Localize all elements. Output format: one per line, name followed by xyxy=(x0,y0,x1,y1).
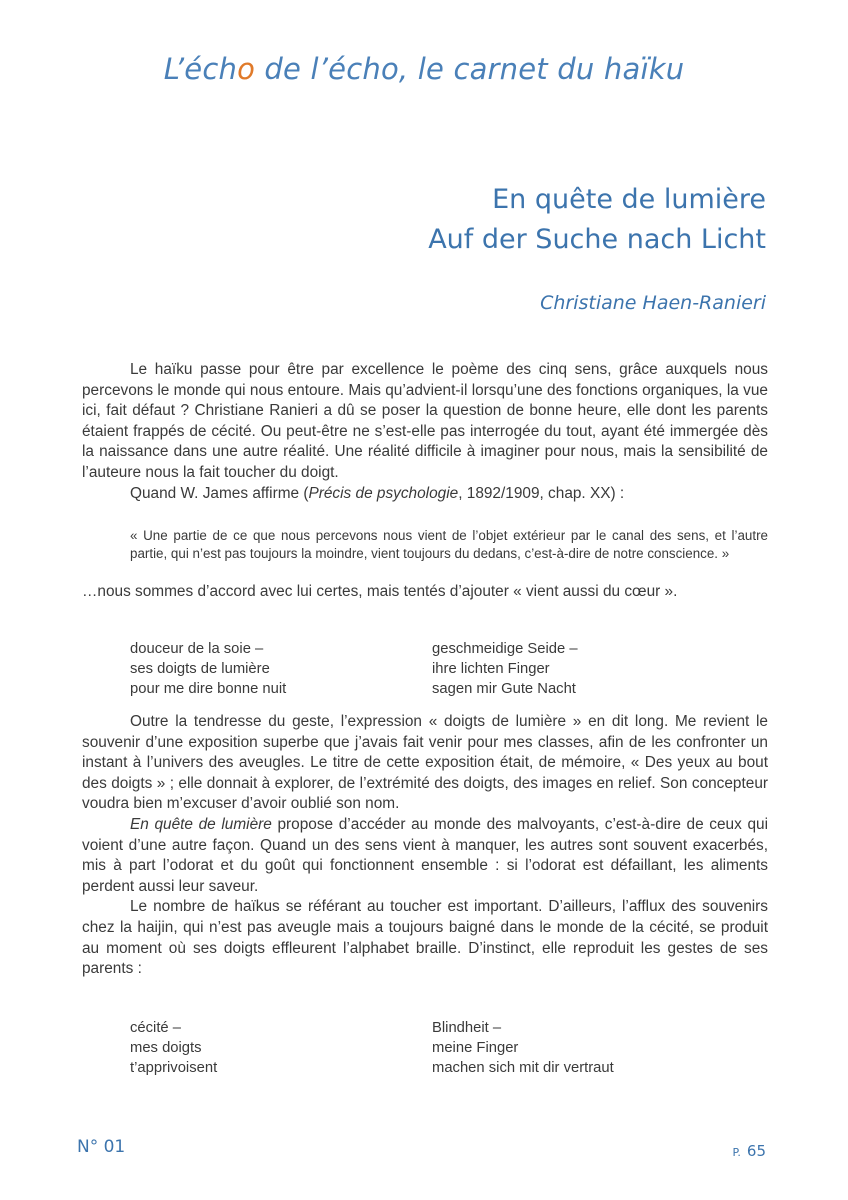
issue-number: N° 01 xyxy=(77,1137,126,1157)
paragraph-6: Le nombre de haïkus se référant au toucher est important. D’ailleurs, l’afflux des souvenirs chez la haijin, qui n’est pas aveugle mais a toujours baigné dans le monde de la cécité, se produit au moment où ses doigts effleurent l’alphabet braille. D’instinct, elle reproduit les gestes de ses parents : xyxy=(82,898,768,978)
haiku-2-german xyxy=(432,1018,614,1078)
haiku-2-fr-line: t’apprivoisent xyxy=(130,1060,218,1076)
journal-title xyxy=(0,52,848,86)
journal-title-accent: o xyxy=(237,52,256,86)
article-title-de: Auf der Suche nach Licht xyxy=(428,224,766,255)
paragraph-2-tail: , 1892/1909, chap. XX) : xyxy=(458,484,625,502)
book-title-italic: En quête de lumière xyxy=(130,815,272,833)
haiku-1-fr-line: douceur de la soie – xyxy=(130,641,264,657)
haiku-1-de-line: geschmeidige Seide – xyxy=(432,641,578,657)
paragraph-5 xyxy=(82,815,768,897)
paragraph-1: Le haïku passe pour être par excellence le poème des cinq sens, grâce auxquels nous percevons le monde qui nous entoure. Mais qu’advient-il lorsqu’une des fonctions organiques, la vue ici, fait défaut ? Christiane Ranieri a dû se poser la question de bonne heure, elle dont les parents étaient frappés de cécité. Ou peut-être ne s’est-elle pas interrogée du tout, ayant été immergée dès la naissance dans une autre réalité. Une réalité difficile à imaginer pour nous, mais la sensibilité de l’auteure nous la fait toucher du doigt. xyxy=(82,361,768,481)
paragraph-3: …nous sommes d’accord avec lui certes, mais tentés d’ajouter « vient aussi du cœur ». xyxy=(82,583,678,600)
paragraph-3-block xyxy=(82,582,768,603)
article-title xyxy=(428,180,766,260)
article-title-fr: En quête de lumière xyxy=(492,184,766,215)
author-name: Christiane Haen-Ranieri xyxy=(540,292,766,314)
haiku-2-fr-line: cécité – xyxy=(130,1020,181,1036)
paragraph-2-text: Quand W. James affirme ( xyxy=(130,484,309,502)
haiku-2-de-line: Blindheit – xyxy=(432,1020,502,1036)
page-number xyxy=(732,1142,766,1160)
haiku-1-de-line: ihre lichten Finger xyxy=(432,661,550,677)
paragraph-4: Outre la tendresse du geste, l’expression « doigts de lumière » en dit long. Me revient le souvenir d’une exposition superbe que j’avais fait venir pour mes classes, afin de les confronter un instant à l’univers des aveugles. Le titre de cette exposition était, de mémoire, « Des yeux au bout des doigts » ; elle donnait à explorer, de l’extrémité des doigts, des images en relief. Son concepteur voudra bien m’excuser d’avoir oublié son nom. xyxy=(82,713,768,813)
body-intro xyxy=(82,360,768,504)
haiku-1-french xyxy=(130,639,286,699)
haiku-1-fr-line: ses doigts de lumière xyxy=(130,661,270,677)
haiku-1-de-line: sagen mir Gute Nacht xyxy=(432,681,576,697)
haiku-2-de-line: meine Finger xyxy=(432,1040,519,1056)
cited-book-title: Précis de psychologie xyxy=(308,484,459,502)
haiku-2-french xyxy=(130,1018,217,1078)
haiku-1-german xyxy=(432,639,578,699)
paragraph-5-text: propose d’accéder au monde des malvoyants, c’est-à-dire de ceux qui voient d’une autre façon. Quand un des sens vient à manquer, les autres sont souvent exacerbés, mis à part l’odorat et du goût qui fonctionnent ensemble : si l’odorat est défaillant, les aliments perdent aussi leur saveur. xyxy=(82,815,768,895)
body-main xyxy=(82,712,768,980)
page-number-value: 65 xyxy=(746,1142,766,1160)
journal-title-part1: L’éch xyxy=(163,52,238,86)
journal-title-part2: de l’écho, le carnet du haïku xyxy=(255,52,685,86)
block-quote: « Une partie de ce que nous percevons nous vient de l’objet extérieur par le canal des sens, et l’autre partie, qui n’est pas toujours la moindre, vient toujours du dedans, c’est-à-dire de notre conscience. » xyxy=(130,528,768,561)
haiku-2-de-line: machen sich mit dir vertraut xyxy=(432,1060,614,1076)
page-label: P. xyxy=(732,1146,741,1159)
haiku-1-fr-line: pour me dire bonne nuit xyxy=(130,681,287,697)
paragraph-2 xyxy=(82,484,768,505)
haiku-2-fr-line: mes doigts xyxy=(130,1040,202,1056)
